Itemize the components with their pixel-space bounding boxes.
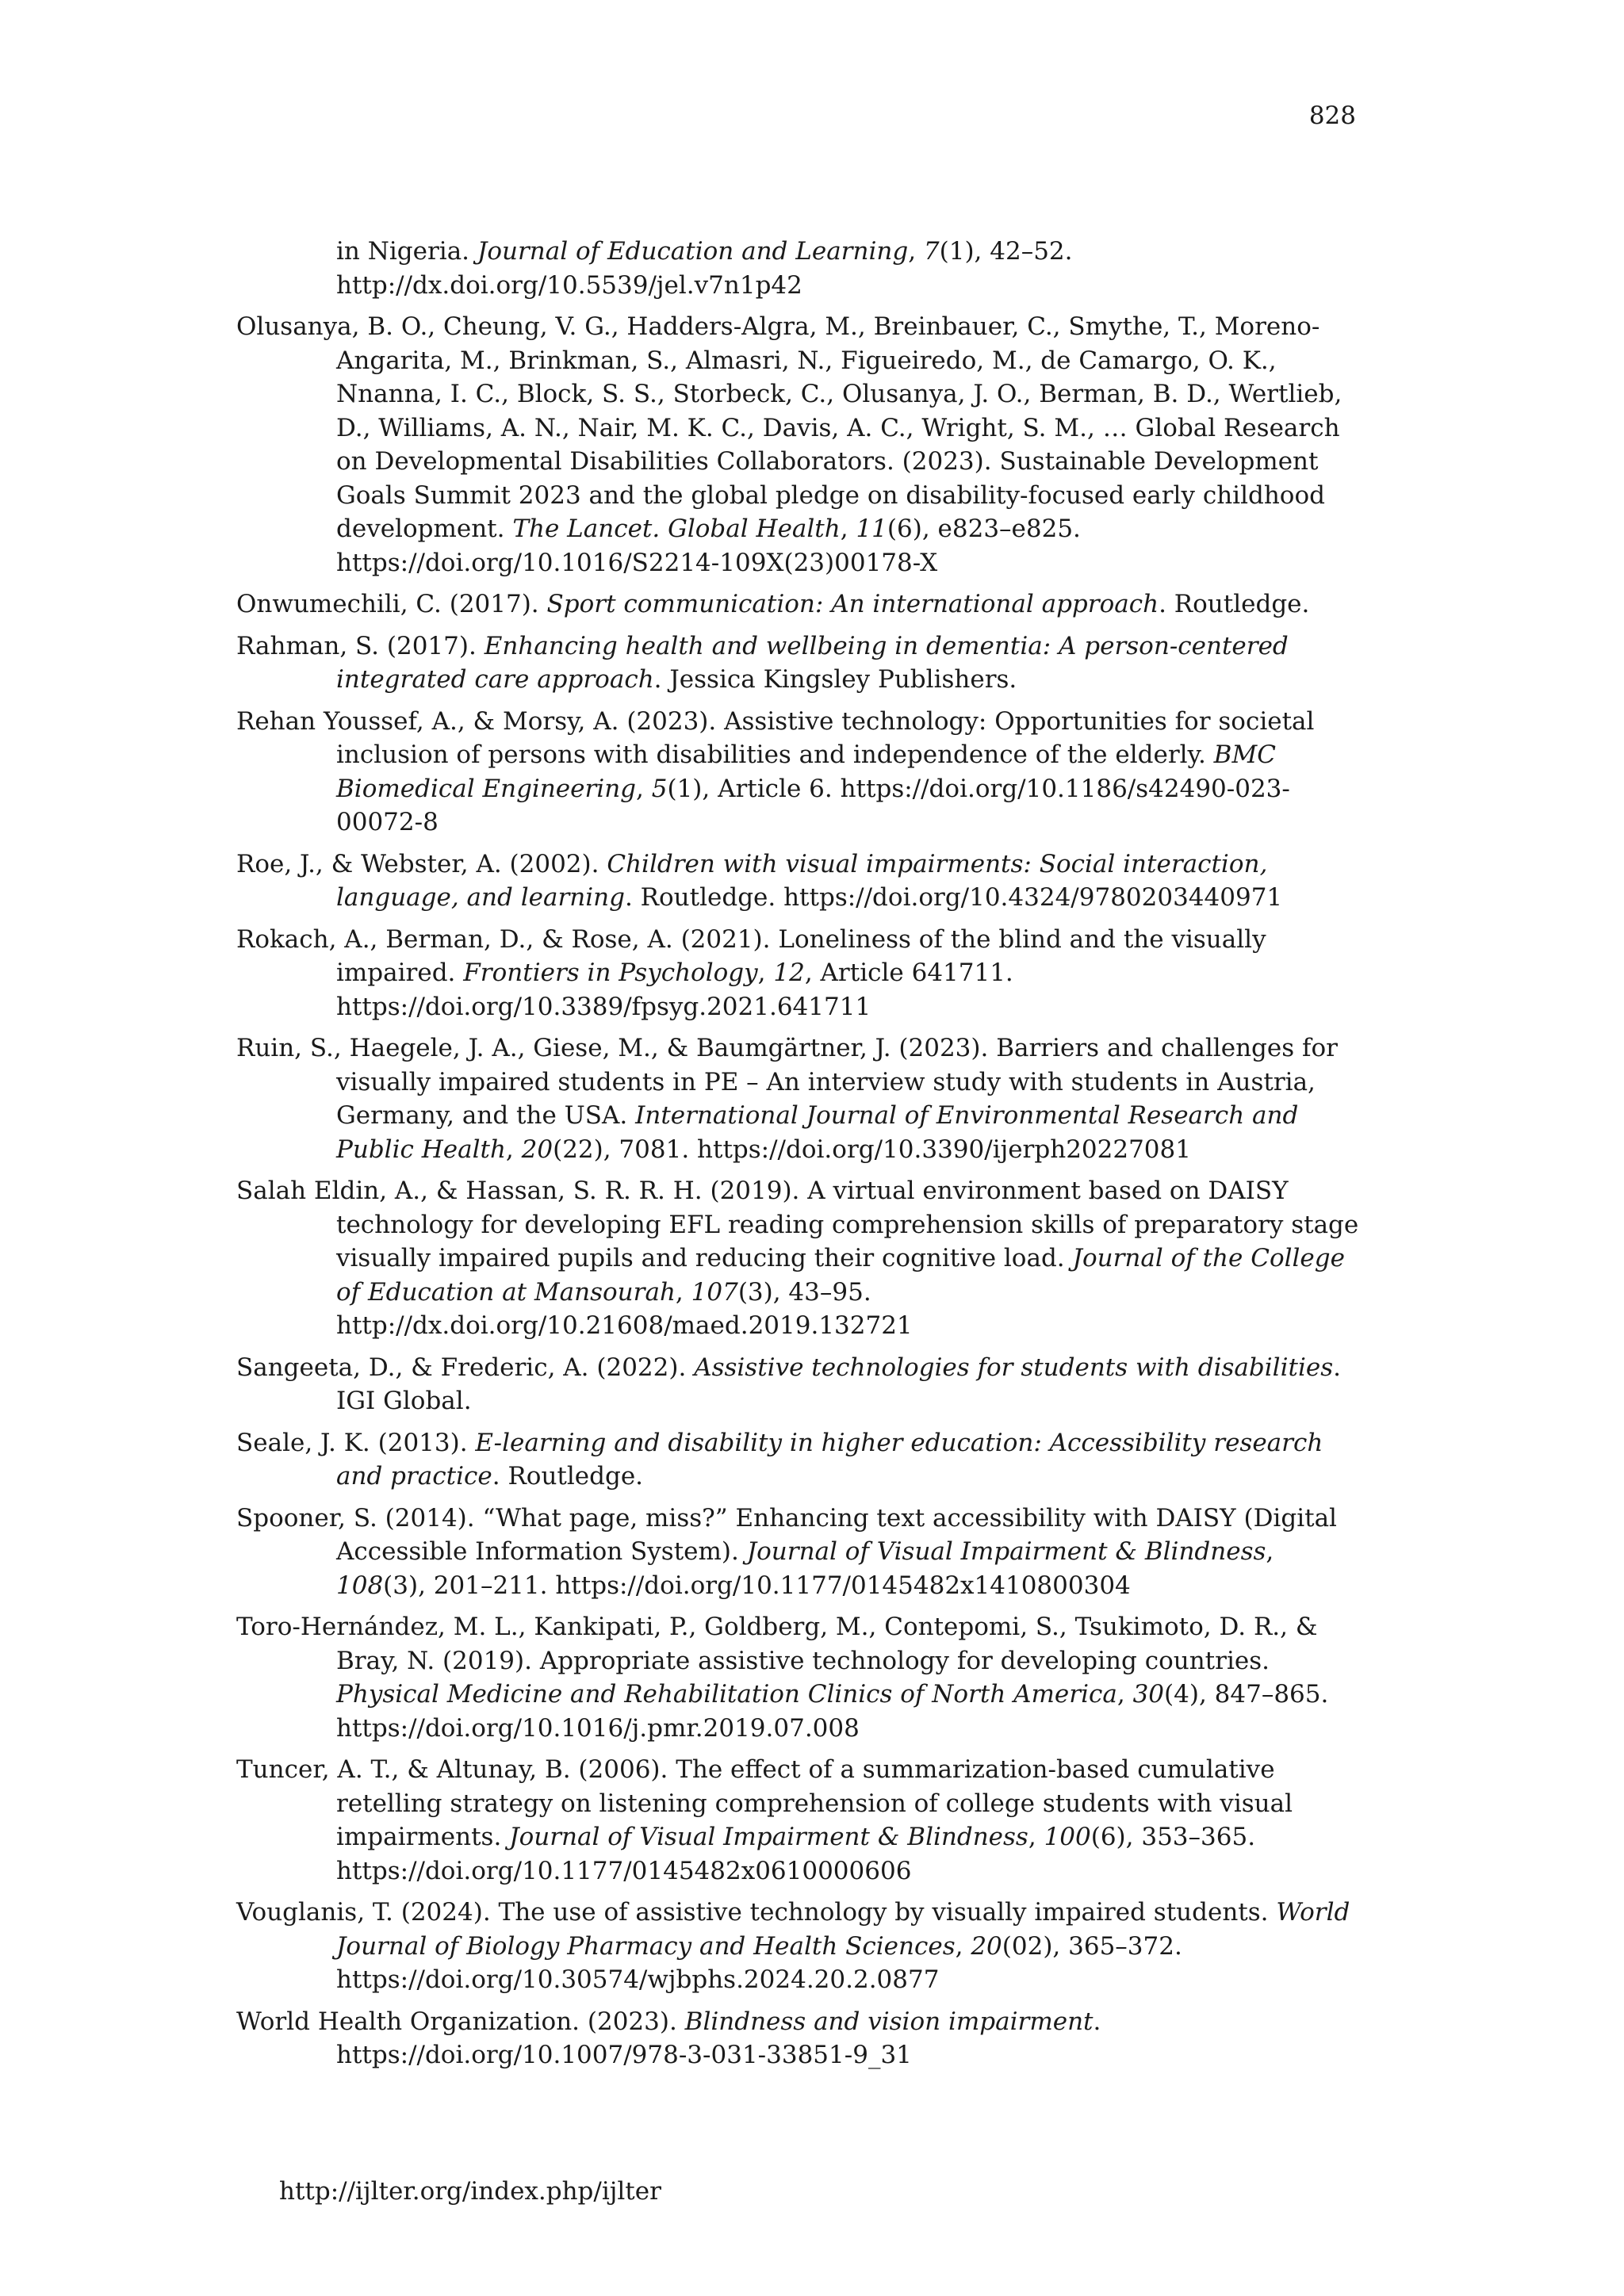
reference-italic-text: The Lancet. Global Health	[512, 515, 841, 543]
reference-italic-text: 12	[773, 959, 805, 987]
reference-text: ,	[675, 1277, 691, 1307]
reference-italic-text: 5	[651, 774, 668, 803]
reference-text: Spooner, S. (2014). “What page, miss?” Enhancing text accessibility with DAISY (Digital Accessible Information System).	[236, 1503, 1337, 1566]
reference-text: . Routledge.	[1159, 590, 1310, 618]
reference-text: Rokach, A., Berman, D., & Rose, A. (2021). Loneliness of the blind and the visually impaired.	[236, 924, 1266, 987]
reference-text: (1), Article 6. https://doi.org/10.1186/s42490-023-00072-8	[336, 774, 1290, 836]
reference-entry	[236, 2005, 1364, 2072]
reference-entry	[236, 923, 1364, 1024]
reference-text: ,	[636, 774, 652, 803]
reference-text: Ruin, S., Haegele, J. A., Giese, M., & Baumgärtner, J. (2023). Barriers and challenges for visually impaired students in PE – An interview study with students in Austria, Germany, and the USA.	[236, 1034, 1338, 1130]
reference-entry	[236, 1351, 1364, 1418]
reference-text: . Routledge. https://doi.org/10.4324/9780203440971	[624, 883, 1283, 912]
reference-text: ,	[1116, 1680, 1133, 1709]
reference-text: Seale, J. K. (2013).	[236, 1428, 476, 1457]
reference-entry	[236, 848, 1364, 915]
reference-text: Rahman, S. (2017).	[236, 631, 485, 660]
reference-entry	[236, 629, 1364, 697]
reference-italic-text: 108	[336, 1571, 384, 1600]
reference-text: Roe, J., & Webster, A. (2002).	[236, 849, 607, 878]
reference-italic-text: Physical Medicine and Rehabilitation Clinics of North America	[336, 1680, 1117, 1709]
reference-text: Toro-Hernández, M. L., Kankipati, P., Goldberg, M., Contepomi, S., Tsukimoto, D. R., & Bray, N. (2019). Appropriate assistive technology for developing countries.	[236, 1613, 1318, 1675]
page-number: 828	[1308, 101, 1356, 130]
reference-text: Vouglanis, T. (2024). The use of assistive technology by visually impaired students.	[236, 1898, 1277, 1927]
reference-text: World Health Organization. (2023).	[236, 2007, 685, 2036]
reference-entry	[236, 1753, 1364, 1888]
reference-text: Rehan Youssef, A., & Morsy, A. (2023). Assistive technology: Opportunities for societal inclusion of persons with disabilities and independence of the elderly.	[236, 706, 1315, 769]
reference-italic-text: BMC Biomedical Engineering	[336, 740, 1276, 803]
reference-entry	[236, 235, 1364, 302]
reference-entry	[236, 705, 1364, 840]
reference-text: ,	[840, 515, 856, 543]
reference-text: ,	[757, 959, 774, 987]
reference-text: (6), 353–365. https://doi.org/10.1177/0145482x0610000606	[336, 1823, 1256, 1885]
reference-text: . Jessica Kingsley Publishers.	[653, 665, 1017, 694]
reference-entry	[236, 310, 1364, 580]
reference-italic-text: 30	[1132, 1680, 1165, 1709]
reference-text: (4), 847–865. https://doi.org/10.1016/j.pmr.2019.07.008	[336, 1680, 1329, 1743]
reference-italic-text: Journal of the College of Education at Mansourah	[336, 1244, 1345, 1307]
reference-list	[236, 235, 1364, 2080]
reference-entry	[236, 1426, 1364, 1494]
reference-text: , Article 641711. https://doi.org/10.3389/fpsyg.2021.641711	[336, 959, 1013, 1021]
reference-italic-text: Journal of Visual Impairment & Blindness	[746, 1537, 1266, 1566]
reference-text: in Nigeria.	[336, 237, 477, 266]
reference-entry	[236, 587, 1364, 622]
reference-text: Sangeeta, D., & Frederic, A. (2022).	[236, 1353, 695, 1382]
reference-italic-text: International Journal of Environmental Research and Public Health	[336, 1101, 1299, 1164]
reference-entry	[236, 1896, 1364, 1997]
reference-text: (3), 43–95. http://dx.doi.org/10.21608/maed.2019.132721	[336, 1277, 913, 1340]
reference-text: (3), 201–211. https://doi.org/10.1177/0145482x1410800304	[383, 1571, 1131, 1600]
reference-text: . Routledge.	[492, 1462, 644, 1490]
reference-italic-text: 107	[691, 1277, 738, 1307]
footer-url: http://ijlter.org/index.php/ijlter	[279, 2177, 661, 2206]
reference-text: . IGI Global.	[336, 1353, 1341, 1415]
reference-italic-text: 7	[923, 237, 940, 266]
reference-text: ,	[1266, 1537, 1274, 1566]
reference-italic-text: Enhancing health and wellbeing in dementia: A person-centered integrated care approach	[336, 631, 1289, 694]
reference-italic-text: E-learning and disability in higher education: Accessibility research and practice	[336, 1428, 1323, 1490]
reference-italic-text: 100	[1044, 1823, 1091, 1851]
reference-italic-text: Journal of Education and Learning	[477, 237, 909, 266]
reference-italic-text: 11	[856, 515, 887, 543]
reference-text: ,	[1028, 1823, 1044, 1851]
reference-italic-text: World Journal of Biology Pharmacy and Health Sciences	[336, 1898, 1350, 1961]
reference-italic-text: Journal of Visual Impairment & Blindness	[509, 1823, 1028, 1851]
reference-text: (1), 42–52. http://dx.doi.org/10.5539/jel.v7n1p42	[336, 237, 1073, 300]
reference-entry	[236, 1174, 1364, 1343]
reference-italic-text: Blindness and vision impairment	[684, 2007, 1094, 2036]
reference-italic-text: Children with visual impairments: Social interaction, language, and learning	[336, 849, 1268, 912]
reference-text: . https://doi.org/10.1007/978-3-031-33851-9_31	[336, 2007, 1101, 2069]
reference-italic-text: Sport communication: An international approach	[546, 590, 1159, 618]
reference-text: (02), 365–372. https://doi.org/10.30574/wjbphs.2024.20.2.0877	[336, 1931, 1182, 1994]
reference-text: ,	[908, 237, 924, 266]
reference-entry	[236, 1031, 1364, 1166]
reference-text: Salah Eldin, A., & Hassan, S. R. R. H. (2019). A virtual environment based on DAISY technology for developing EFL reading comprehension skills of preparatory stage visually impaired pupils and reducing their cognitive load.	[236, 1177, 1359, 1272]
reference-text: Onwumechili, C. (2017).	[236, 590, 547, 618]
reference-text: Olusanya, B. O., Cheung, V. G., Hadders-Algra, M., Breinbauer, C., Smythe, T., Moreno-Angarita, M., Brinkman, S., Almasri, N., Figueiredo, M., de Camargo, O. K., Nnanna, I. C., Block, S. S., Storbeck, C., Olusanya, J. O., Berman, B. D., Wertlieb, D., Williams, A. N., Nair, M. K. C., Davis, A. C., Wright, S. M., … Global Research on Developmental Disabilities Collaborators. (2023). Sustainable Development Goals Summit 2023 and the global pledge on disability-focused early childhood development.	[236, 312, 1342, 543]
reference-text: ,	[505, 1135, 522, 1164]
reference-text: Tuncer, A. T., & Altunay, B. (2006). The effect of a summarization-based cumulative retelling strategy on listening comprehension of college students with visual impairments.	[236, 1755, 1293, 1851]
reference-italic-text: Assistive technologies for students with disabilities	[694, 1353, 1334, 1382]
reference-entry	[236, 1610, 1364, 1745]
reference-entry	[236, 1502, 1364, 1603]
reference-text: ,	[955, 1931, 971, 1961]
reference-text: (6), e823–e825. https://doi.org/10.1016/S2214-109X(23)00178-X	[336, 515, 1081, 577]
reference-italic-text: Frontiers in Psychology	[463, 959, 758, 987]
reference-italic-text: 20	[971, 1931, 1002, 1961]
reference-italic-text: 20	[521, 1135, 553, 1164]
reference-text: (22), 7081. https://doi.org/10.3390/ijerph20227081	[553, 1135, 1191, 1164]
